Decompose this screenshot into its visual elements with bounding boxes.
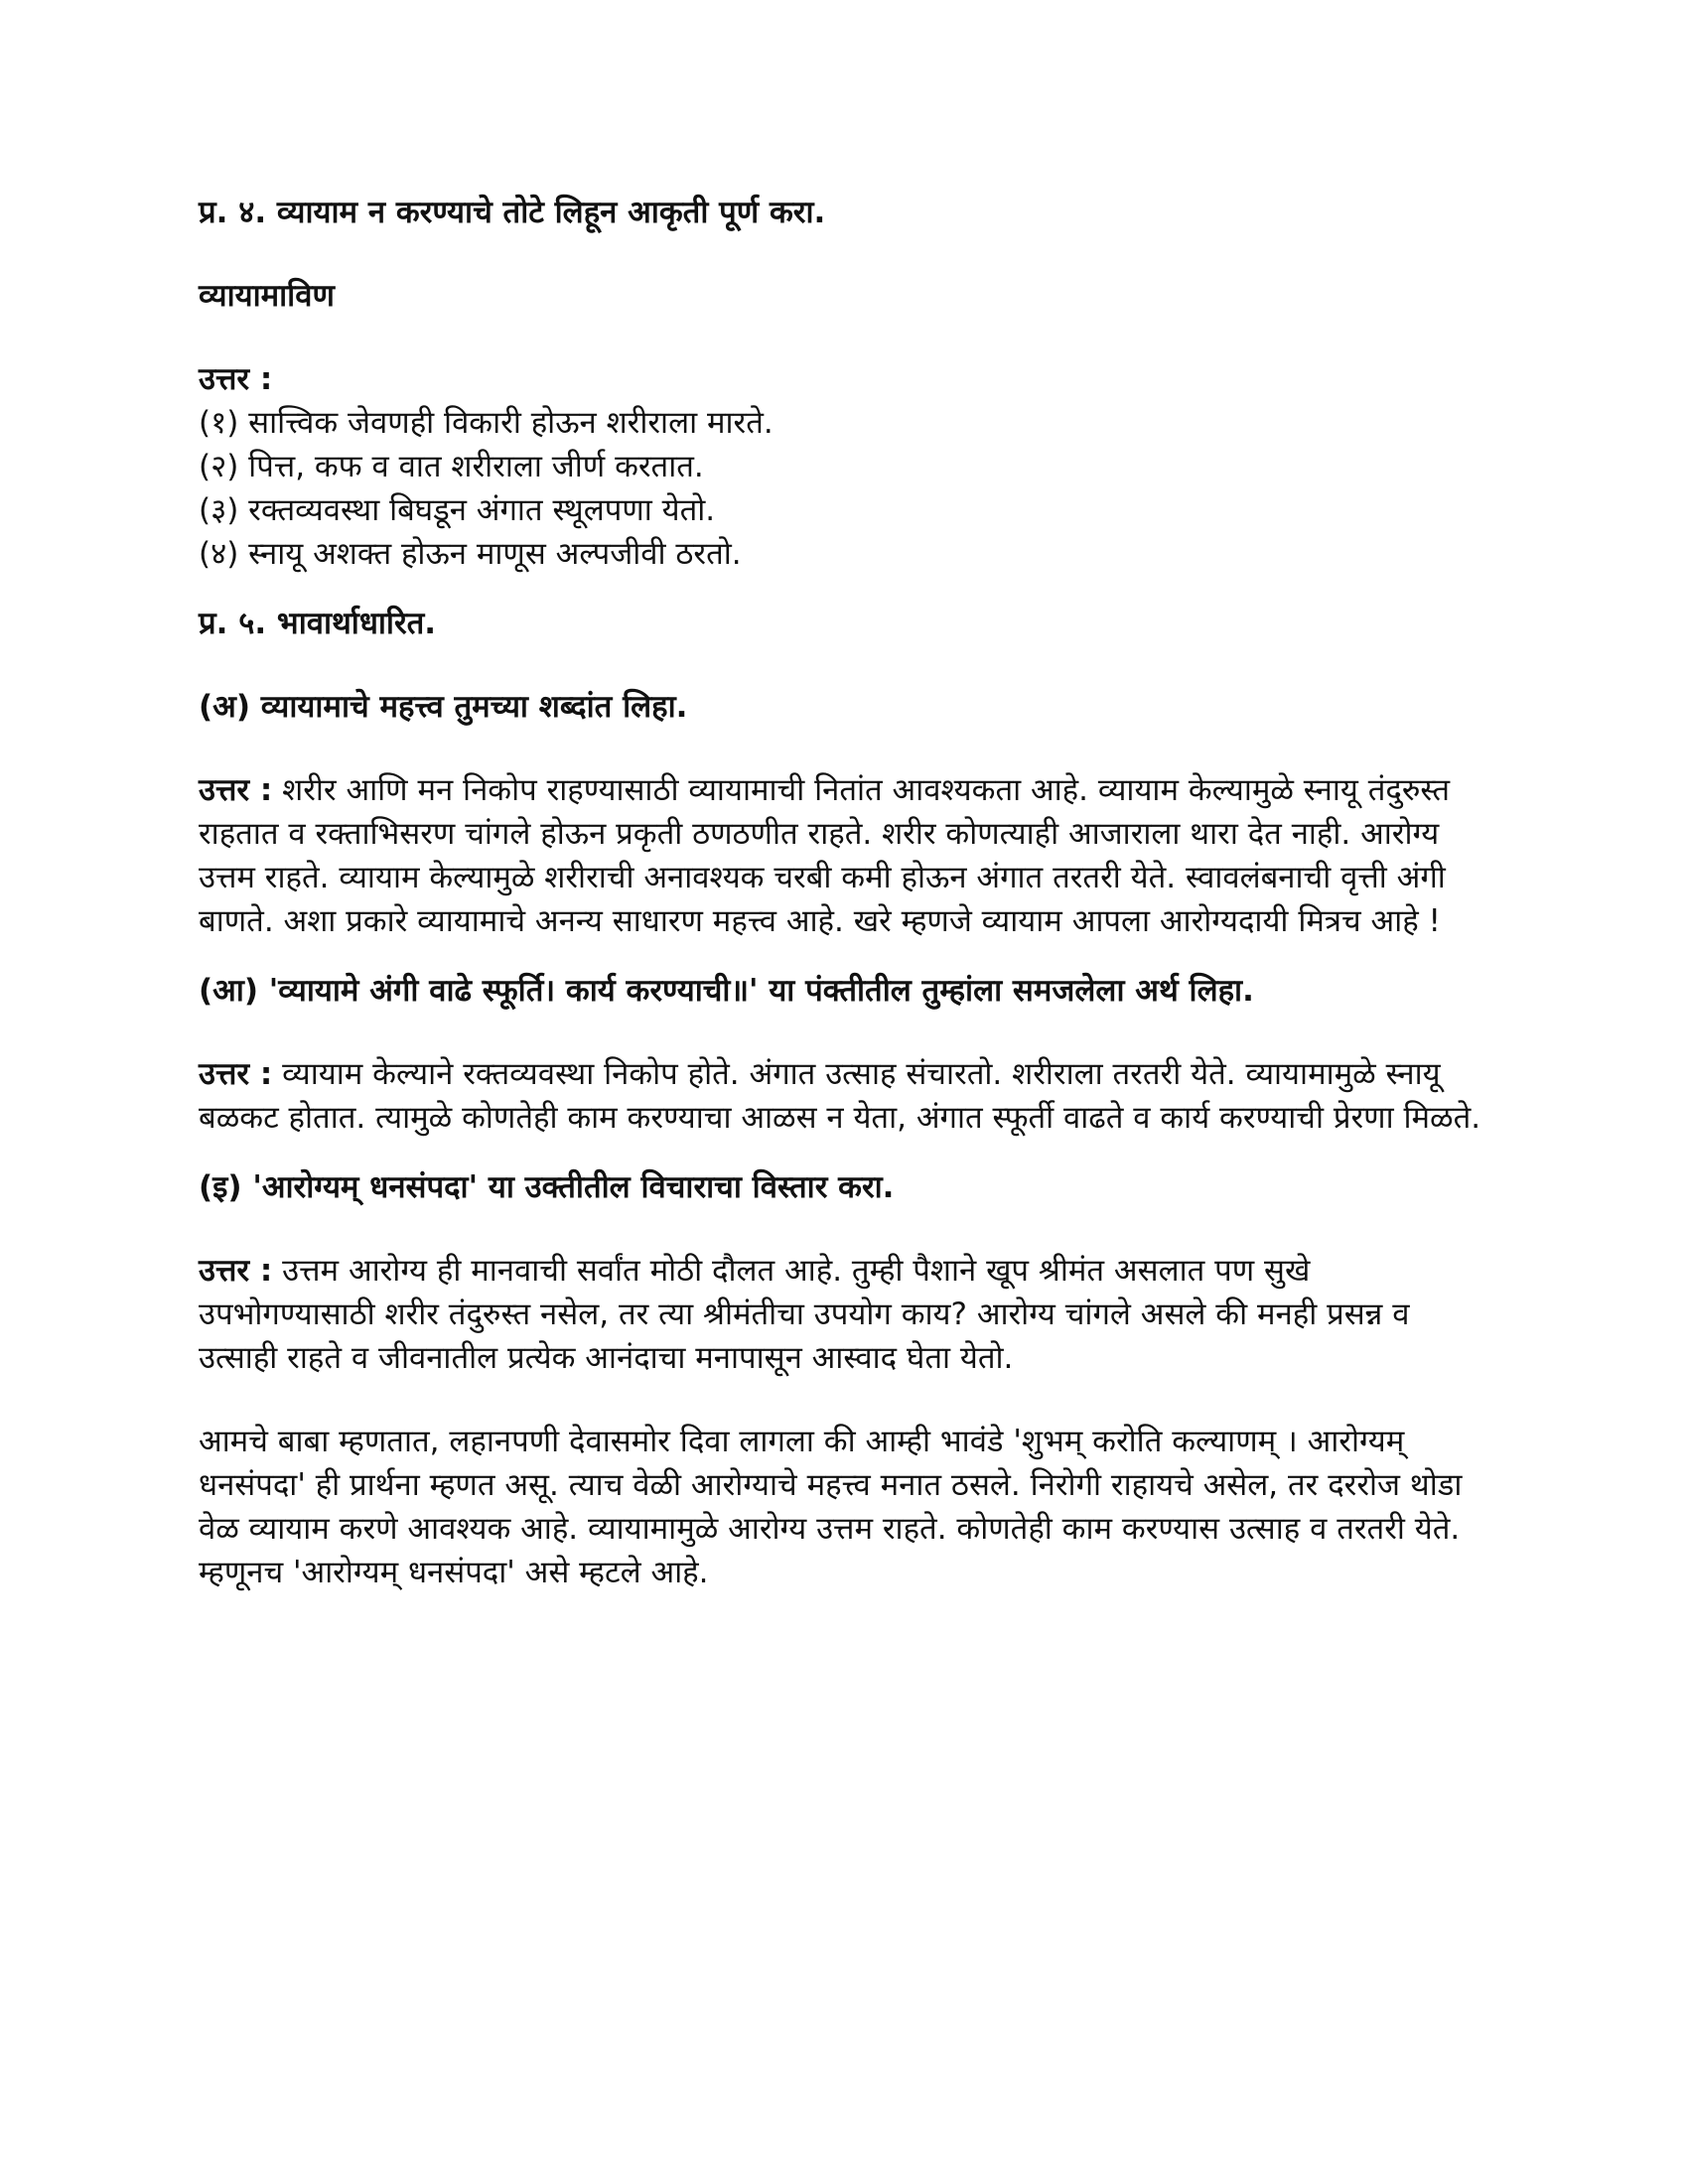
q4-point-3: (३) रक्तव्यवस्था बिघडून अंगात स्थूलपणा येतो. (199, 492, 716, 528)
document-page (199, 191, 1489, 1594)
q5b-question: (आ) 'व्यायामे अंगी वाढे स्फूर्ति। कार्य करण्याची॥' या पंक्तीतील तुम्हांला समजलेला अर्थ लिहा. (199, 973, 1254, 1009)
q4-point-1: (१) सात्त्विक जेवणही विकारी होऊन शरीराला मारते. (199, 405, 774, 441)
q5b-answer-text: व्यायाम केल्याने रक्तव्यवस्था निकोप होते. अंगात उत्साह संचारतो. शरीराला तरतरी येते. व्यायामामुळे स्नायू बळकट होतात. त्यामुळे कोणतेही काम करण्याचा आळस न येता, अंगात स्फूर्ती वाढते व कार्य करण्याची प्रेरणा मिळते. (199, 1056, 1481, 1136)
q4-answer-label: उत्तर : (199, 361, 273, 397)
q4-heading: प्र. ४. व्यायाम न करण्याचे तोटे लिहून आकृती पूर्ण करा. (199, 195, 826, 230)
q4-figure-center-text: व्यायामाविण (199, 278, 335, 314)
q4-point-4: (४) स्नायू अशक्त होऊन माणूस अल्पजीवी ठरतो. (199, 536, 742, 572)
q5b-answer-label: उत्तर : (199, 1056, 273, 1092)
q5-heading: प्र. ५. भावार्थाधारित. (199, 606, 437, 641)
q4-point-2: (२) पित्त, कफ व वात शरीराला जीर्ण करतात. (199, 449, 704, 484)
q5c-answer (199, 1249, 1489, 1380)
q5c-answer-text: उत्तम आरोग्य ही मानवाची सर्वांत मोठी दौलत आहे. तुम्ही पैशाने खूप श्रीमंत असलात पण सुखे उपभोगण्यासाठी शरीर तंदुरुस्त नसेल, तर त्या श्रीमंतीचा उपयोग काय? आरोग्य चांगले असले की मनही प्रसन्न व उत्साही राहते व जीवनातील प्रत्येक आनंदाचा मनापासून आस्वाद घेता येतो. (199, 1253, 1410, 1376)
q5c-question: (इ) 'आरोग्यम् धनसंपदा' या उक्तीतील विचाराचा विस्तार करा. (199, 1169, 895, 1205)
q5a-answer-text: शरीर आणि मन निकोप राहण्यासाठी व्यायामाची नितांत आवश्यकता आहे. व्यायाम केल्यामुळे स्नायू तंदुरुस्त राहतात व रक्ताभिसरण चांगले होऊन प्रकृती ठणठणीत राहते. शरीर कोणत्याही आजाराला थारा देत नाही. आरोग्य उत्तम राहते. व्यायाम केल्यामुळे शरीराची अनावश्यक चरबी कमी होऊन अंगात तरतरी येते. स्वावलंबनाची वृत्ती अंगी बाणते. अशा प्रकारे व्यायामाचे अनन्य साधारण महत्त्व आहे. खरे म्हणजे व्यायाम आपला आरोग्यदायी मित्रच आहे ! (199, 772, 1451, 939)
q5a-answer-label: उत्तर : (199, 772, 273, 808)
q5c-answer-label: उत्तर : (199, 1253, 273, 1289)
q5a-question: (अ) व्यायामाचे महत्त्व तुमच्या शब्दांत लिहा. (199, 689, 688, 725)
q5b-answer (199, 1052, 1489, 1140)
q5a-answer (199, 768, 1489, 943)
q5c-answer-paragraph-2: आमचे बाबा म्हणतात, लहानपणी देवासमोर दिवा लागला की आम्ही भावंडे 'शुभम् करोति कल्याणम् । आरोग्यम् धनसंपदा' ही प्रार्थना म्हणत असू. त्याच वेळी आरोग्याचे महत्त्व मनात ठसले. निरोगी राहायचे असेल, तर दररोज थोडा वेळ व्यायाम करणे आवश्यक आहे. व्यायामामुळे आरोग्य उत्तम राहते. कोणतेही काम करण्यास उत्साह व तरतरी येते. म्हणूनच 'आरोग्यम् धनसंपदा' असे म्हटले आहे. (199, 1424, 1463, 1590)
